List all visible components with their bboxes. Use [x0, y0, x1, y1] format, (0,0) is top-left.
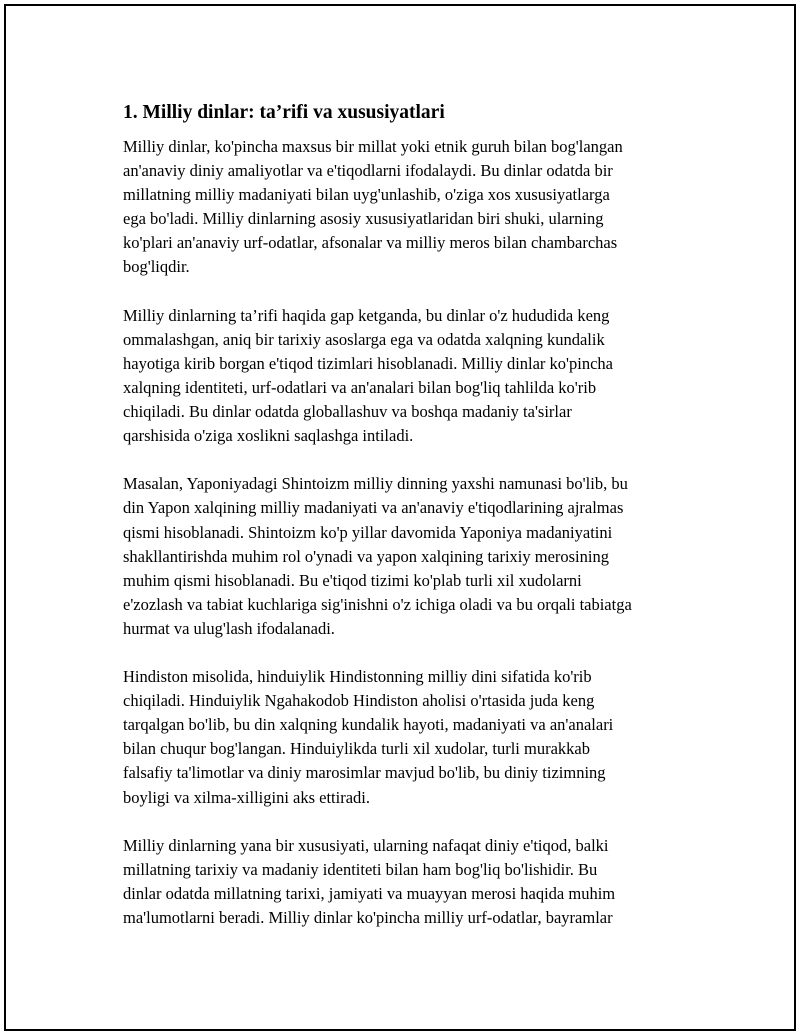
text-line: din Yapon xalqining milliy madaniyati va an'anaviy e'tiqodlarining ajralmas [123, 498, 624, 518]
text-line: chiqiladi. Bu dinlar odatda globallashuv va boshqa madaniy ta'sirlar [123, 402, 572, 422]
text-line: ommalashgan, aniq bir tarixiy asoslarga ega va odatda xalqning kundalik [123, 329, 605, 349]
section-heading: 1. Milliy dinlar: ta’rifi va xususiyatlari [123, 102, 445, 123]
paragraph [123, 304, 703, 449]
text-line: Milliy dinlarning yana bir xususiyati, ularning nafaqat diniy e'tiqod, balki [123, 835, 609, 855]
page-frame [4, 4, 796, 1031]
paragraph [123, 135, 703, 280]
paragraph [123, 472, 703, 641]
text-line: millatning tarixiy va madaniy identiteti bilan ham bog'liq bo'lishidir. Bu [123, 859, 598, 879]
text-line: ma'lumotlarni beradi. Milliy dinlar ko'pincha milliy urf-odatlar, bayramlar [123, 908, 613, 927]
text-line: tarqalgan bo'lib, bu din xalqning kundalik hayoti, madaniyati va an'analari [123, 715, 614, 735]
text-line: an'anaviy diniy amaliyotlar va e'tiqodlarni ifodalaydi. Bu dinlar odatda bir [123, 161, 613, 181]
paragraph-list [123, 135, 703, 930]
text-line: hayotiga kirib borgan e'tiqod tizimlari hisoblanadi. Milliy dinlar ko'pincha [123, 353, 614, 373]
text-line: millatning milliy madaniyati bilan uyg'unlashib, o'ziga xos xususiyatlarga [123, 185, 610, 205]
text-line: qarshisida o'ziga xoslikni saqlashga intiladi. [123, 426, 414, 446]
text-line: bog'liqdir. [123, 257, 190, 277]
paragraph [123, 665, 703, 810]
text-line: Masalan, Yaponiyadagi Shintoizm milliy dinning yaxshi namunasi bo'lib, bu [123, 474, 628, 494]
text-line: hurmat va ulug'lash ifodalanadi. [123, 618, 335, 638]
text-line: Hindiston misolida, hinduiylik Hindistonning milliy dini sifatida ko'rib [123, 667, 592, 687]
text-line: qismi hisoblanadi. Shintoizm ko'p yillar davomida Yaponiya madaniyatini [123, 522, 613, 542]
text-line: muhim qismi hisoblanadi. Bu e'tiqod tizimi ko'plab turli xil xudolarni [123, 570, 582, 590]
document-body [123, 101, 703, 930]
paragraph [123, 834, 703, 930]
text-line: chiqiladi. Hinduiylik Ngahakodob Hindiston aholisi o'rtasida juda keng [123, 691, 595, 711]
text-line: ega bo'ladi. Milliy dinlarning asosiy xususiyatlaridan biri shuki, ularning [123, 209, 604, 229]
text-line: e'zozlash va tabiat kuchlariga sig'inishni o'z ichiga oladi va bu orqali tabiatga [123, 594, 632, 614]
text-line: Milliy dinlar, ko'pincha maxsus bir millat yoki etnik guruh bilan bog'langan [123, 137, 623, 156]
text-line: ko'plari an'anaviy urf-odatlar, afsonalar va milliy meros bilan chambarchas [123, 233, 618, 253]
text-line: boyligi va xilma-xilligini aks ettiradi. [123, 787, 371, 807]
text-line: dinlar odatda millatning tarixi, jamiyati va muayyan merosi haqida muhim [123, 883, 616, 903]
text-line: shakllantirishda muhim rol o'ynadi va yapon xalqining tarixiy merosining [123, 546, 609, 566]
text-line: Milliy dinlarning ta’rifi haqida gap ketganda, bu dinlar o'z hududida keng [123, 305, 610, 325]
text-line: falsafiy ta'limotlar va diniy marosimlar mavjud bo'lib, bu diniy tizimning [123, 763, 606, 783]
text-line: bilan chuqur bog'langan. Hinduiylikda turli xil xudolar, turli murakkab [123, 739, 590, 759]
text-line: xalqning identiteti, urf-odatlari va an'analari bilan bog'liq tahlilda ko'rib [123, 377, 597, 397]
